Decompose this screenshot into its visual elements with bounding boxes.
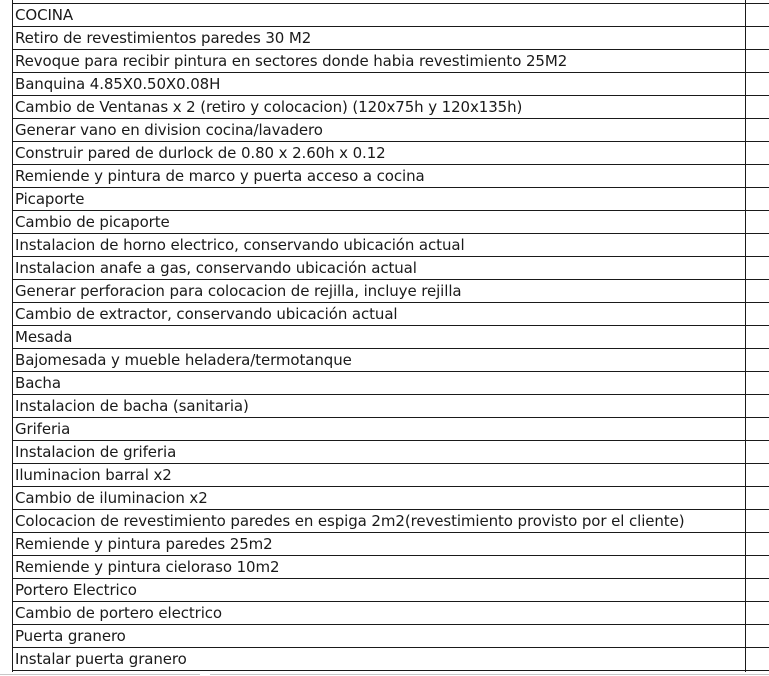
table-row[interactable]: [12, 602, 769, 625]
cell-text: Colocacion de revestimiento paredes en espiga 2m2(revestimiento provisto por el cliente): [15, 512, 685, 530]
cell-text: Bajomesada y mueble heladera/termotanque: [15, 351, 352, 369]
cell-text: Cambio de iluminacion x2: [15, 489, 208, 507]
cell-text: Instalacion de bacha (sanitaria): [15, 397, 249, 415]
table-row[interactable]: [12, 211, 769, 234]
cell-text: Cambio de Ventanas x 2 (retiro y colocacion) (120x75h y 120x135h): [15, 98, 523, 116]
table-row[interactable]: [12, 487, 769, 510]
cell-text: Banquina 4.85X0.50X0.08H: [15, 75, 221, 93]
table-row[interactable]: [12, 395, 769, 418]
cell-text: Instalacion de griferia: [15, 443, 177, 461]
table-row[interactable]: [12, 533, 769, 556]
cell-text: Griferia: [15, 420, 71, 438]
cell-text: Retiro de revestimientos paredes 30 M2: [15, 29, 312, 47]
table-row[interactable]: [12, 280, 769, 303]
table-row[interactable]: [12, 257, 769, 280]
cell-text: Cambio de picaporte: [15, 213, 170, 231]
table-row[interactable]: [12, 441, 769, 464]
cell-text: Remiende y pintura de marco y puerta acceso a cocina: [15, 167, 425, 185]
cell-text: Instalar puerta granero: [15, 650, 187, 668]
cell-text: Revoque para recibir pintura en sectores donde habia revestimiento 25M2: [15, 52, 568, 70]
cell-text: Cambio de extractor, conservando ubicación actual: [15, 305, 398, 323]
table-row[interactable]: [12, 464, 769, 487]
cell-text: COCINA: [15, 6, 74, 24]
table-row[interactable]: [12, 234, 769, 257]
bottom-edge-segment: [210, 674, 769, 675]
table-row[interactable]: [12, 556, 769, 579]
column-border-left: [12, 0, 13, 672]
table-row[interactable]: [12, 349, 769, 372]
table-row[interactable]: [12, 50, 769, 73]
table-row[interactable]: [12, 418, 769, 441]
cell-text: Mesada: [15, 328, 73, 346]
table-row[interactable]: [12, 4, 769, 27]
table-row[interactable]: [12, 579, 769, 602]
table-row[interactable]: [12, 303, 769, 326]
cell-text: Picaporte: [15, 190, 85, 208]
table-row[interactable]: [12, 372, 769, 395]
cell-text: Remiende y pintura cieloraso 10m2: [15, 558, 280, 576]
column-border-right: [745, 0, 746, 672]
table-row[interactable]: [12, 648, 769, 671]
table-row[interactable]: [12, 625, 769, 648]
table-row[interactable]: [12, 142, 769, 165]
table-row[interactable]: [12, 119, 769, 142]
cell-text: Generar vano en division cocina/lavadero: [15, 121, 323, 139]
bottom-edge-segment: [0, 674, 200, 675]
cell-text: Generar perforacion para colocacion de rejilla, incluye rejilla: [15, 282, 462, 300]
cell-text: Portero Electrico: [15, 581, 137, 599]
table-row[interactable]: [12, 27, 769, 50]
cell-text: Instalacion de horno electrico, conservando ubicación actual: [15, 236, 465, 254]
table-row[interactable]: [12, 188, 769, 211]
table-row[interactable]: [12, 510, 769, 533]
cell-text: Puerta granero: [15, 627, 126, 645]
cell-text: Cambio de portero electrico: [15, 604, 222, 622]
cell-text: Construir pared de durlock de 0.80 x 2.60h x 0.12: [15, 144, 386, 162]
cell-text: Remiende y pintura paredes 25m2: [15, 535, 273, 553]
cell-text: Bacha: [15, 374, 61, 392]
bottom-edge: [0, 672, 769, 676]
table-row[interactable]: [12, 73, 769, 96]
table-row[interactable]: [12, 326, 769, 349]
table-row[interactable]: [12, 165, 769, 188]
cell-text: Instalacion anafe a gas, conservando ubicación actual: [15, 259, 417, 277]
cell-text: Iluminacion barral x2: [15, 466, 172, 484]
table-row[interactable]: [12, 96, 769, 119]
